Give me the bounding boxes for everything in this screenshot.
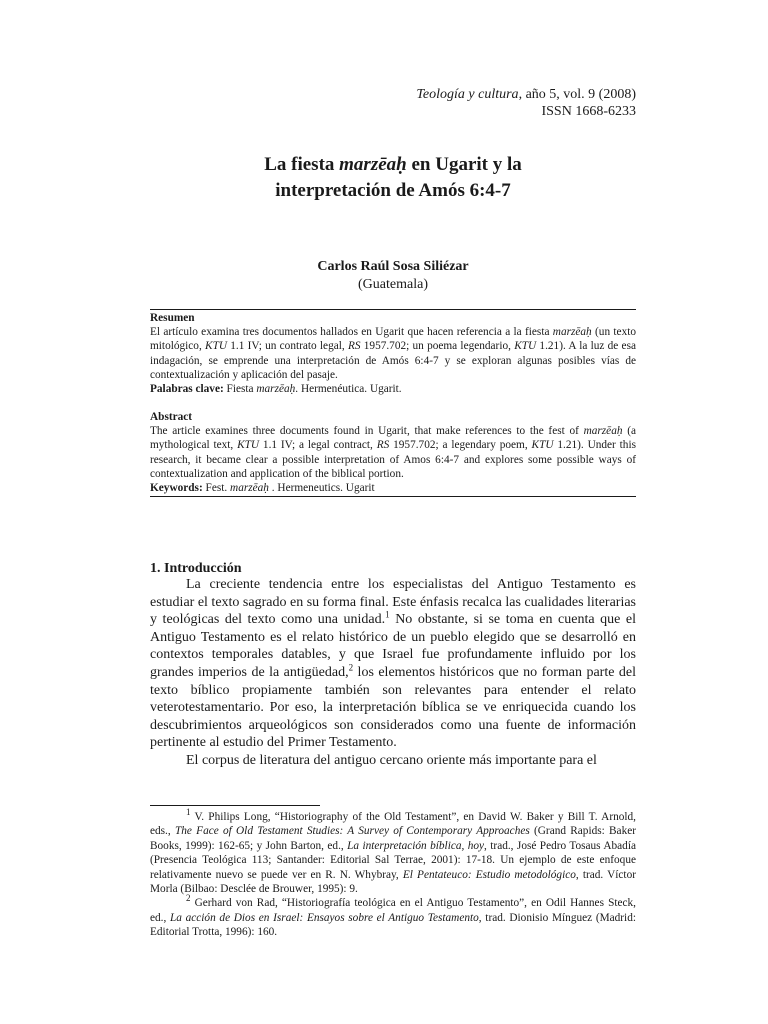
footnote-ref[interactable]: 1 <box>385 609 390 620</box>
journal-header <box>380 86 636 120</box>
resumen-heading: Resumen <box>150 312 195 324</box>
author-name: Carlos Raúl Sosa Siliézar <box>317 259 469 274</box>
journal-name: Teología y cultura <box>416 87 519 102</box>
abstract-keywords: Keywords: Fest. marzēaḥ . Hermeneutics. Ugarit <box>150 482 375 495</box>
journal-volume: , año 5, vol. 9 (2008) <box>518 87 636 102</box>
title-term: marzēaḥ <box>339 154 407 175</box>
author-country: (Guatemala) <box>358 277 428 292</box>
resumen-text: El artículo examina tres documentos hallados en Ugarit que hacen referencia a la fiesta marzēaḥ (un texto mitológico, KTU 1.1 IV; un contrato legal, RS 1957.702; un poema legendario, KTU 1.21). A la luz de esa indagación, se emprende una interpretación de Amós 6:4-7 y se exploran algunas posibles vías de contextualización y aplicación del pasaje. <box>150 326 637 381</box>
resumen-keywords: Palabras clave: Fiesta marzēaḥ. Hermenéutica. Ugarit. <box>150 383 402 396</box>
abstract-bottom-rule <box>150 496 636 497</box>
title-line-1: La fiesta marzēaḥ en Ugarit y la <box>264 154 522 175</box>
footnote-2: $^2$ Gerhard von Rad, “Historiografía teológica en el Antiguo Testamento”, en Odil Hannes Steck, ed., La acción de Dios en Israel: Ensayos sobre el Antiguo Testamento, trad. Dionisio Mínguez (Madrid: Editorial Trotta, 1996): 160. <box>150 893 636 939</box>
footnote-1: $^1$ V. Philips Long, “Historiography of the Old Testament”, en David W. Baker y Bill T. Arnold, eds., The Face of Old Testament Studies: A Survey of Contemporary Approaches (Grand Rapids: Baker Books, 1999): 162-65; y John Barton, ed., La interpretación bíblica, hoy, trad., José Pedro Tosaus Abadía (Presencia Teológica 113; Santander: Editorial Sal Terrae, 2001): 17-18. Un ejemplo de este enfoque relativamente nuevo se puede ver en R. N. Whybray, El Pentateuco: Estudio metodológico, trad. Víctor Morla (Bilbao: Desclée de Brouwer, 1995): 9. <box>150 807 636 896</box>
article-title <box>150 152 636 204</box>
body-text <box>150 576 636 770</box>
footnote-separator <box>150 805 320 806</box>
abstract-heading: Abstract <box>150 411 193 423</box>
paragraph: La creciente tendencia entre los especialistas del Antiguo Testamento es estudiar el texto sagrado en su forma final. Este énfasis recalca las cualidades literarias y teológicas del texto como una unidad.$^1$ No obstante, si se toma en cuenta que el Antiguo Testamento es el relato histórico de un pueblo elegido que se desarrolló en contextos temporales datables, y que Israel fue profundamente influido por los grandes imperios de la antigüedad,$^2$ los elementos históricos que no forman parte del texto bíblico propiamente también son relevantes para entender el relato veterotestamentario. Por eso, la interpretación bíblica se ve enriquecida cuando los descubrimientos arqueológicos son considerados como una fuente de información pertinente al estudio del Primer Testamento. <box>150 577 636 751</box>
journal-citation <box>380 86 636 103</box>
footnote-ref[interactable]: 2 <box>348 662 354 673</box>
title-line-2: interpretación de Amós 6:4-7 <box>275 180 511 201</box>
abstract-text: The article examines three documents found in Ugarit, that make references to the fest of marzēaḥ (a mythological text, KTU 1.1 IV; a legal contract, RS 1957.702; a legendary poem, KTU 1.21). Under this research, it became clear a possible interpretation of Amos 6:4-7 and explores some possible ways of contextualization and application of the biblical portion. <box>150 425 636 480</box>
journal-issn: ISSN 1668-6233 <box>541 104 636 119</box>
abstract-block <box>150 410 636 495</box>
abstract-top-rule <box>150 309 636 310</box>
resumen-block <box>150 311 636 396</box>
paragraph: El corpus de literatura del antiguo cercano oriente más importante para el <box>186 752 597 768</box>
section-heading: 1. Introducción <box>150 561 242 576</box>
footnotes <box>150 807 636 940</box>
